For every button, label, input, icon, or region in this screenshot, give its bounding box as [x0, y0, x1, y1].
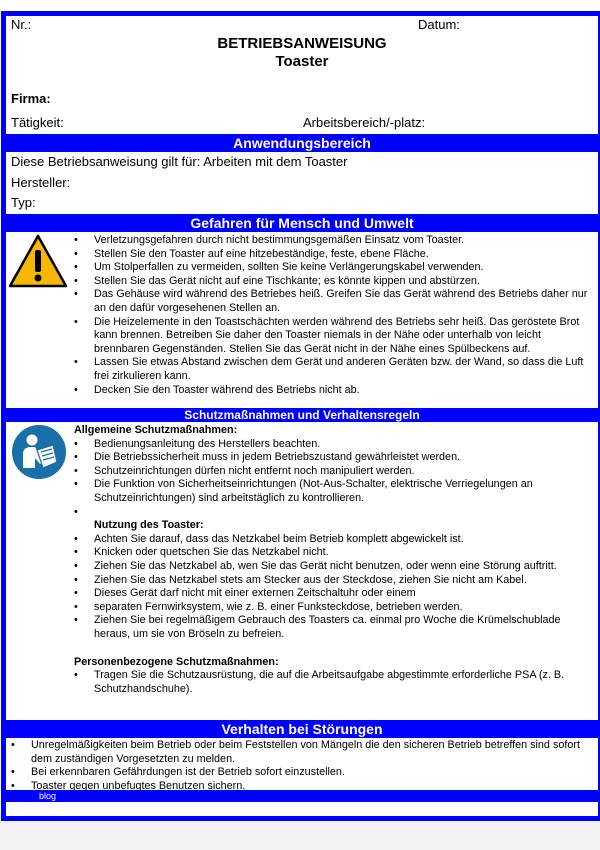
- gefahren-item: • Die Heizelemente in den Toastschächten werden während des Betriebs sehr heiß. Das geröstete Brot kann brennen. Betreiben Sie daher den Toaster niemals in der Nähe oder unterhalb von leicht brennbaren Gegenständen. Stellen Sie das Gerät nicht in der Nähe eines Spülbeckens auf.: [74, 316, 594, 357]
- person-list: [74, 669, 594, 696]
- warning-triangle-icon: [8, 234, 68, 288]
- datum-label: Datum:: [418, 17, 460, 32]
- stoerungen-item: • Unregelmäßigkeiten beim Betrieb oder beim Feststellen von Mängeln die den sicheren Betrieb betreffen sind sofort dem zuständigen Vorgesetzten zu melden.: [11, 739, 594, 766]
- gefahren-item: • Um Stolperfallen zu vermeiden, sollten Sie keine Verlängerungskabel verwenden.: [74, 261, 594, 275]
- gefahren-heading: Gefahren für Mensch und Umwelt: [6, 214, 598, 232]
- allgemein-item: • Schutzeinrichtungen dürfen nicht entfernt noch manipuliert werden.: [74, 465, 594, 479]
- gefahren-item: • Lassen Sie etwas Abstand zwischen dem Gerät und anderen Geräten bzw. der Wand, so dass die Luft frei zirkulieren kann.: [74, 356, 594, 383]
- gefahren-section: [6, 232, 598, 408]
- gefahren-item: • Decken Sie den Toaster während des Betriebs nicht ab.: [74, 384, 594, 398]
- stoerungen-item: • Toaster gegen unbefugtes Benutzen sichern.: [11, 780, 594, 794]
- nutzung-title: Nutzung des Toaster:: [94, 519, 204, 532]
- allgemein-item: • Die Funktion von Sicherheitseinrichtungen (Not-Aus-Schalter, elektrische Verriegelungen an Schutzeinrichtungen) sind arbeitstäglich zu kontrollieren.: [74, 478, 594, 505]
- schutz-section: [6, 422, 598, 720]
- schutz-heading: Schutzmaßnahmen und Verhaltensregeln: [6, 408, 598, 422]
- person-item: • Tragen Sie die Schutzausrüstung, die auf die Arbeitsaufgabe abgestimmte erforderliche PSA (z. B. Schutzhandschuhe).: [74, 669, 594, 696]
- read-manual-icon: [11, 424, 67, 480]
- footer-text: blog: [39, 791, 57, 801]
- document-subtitle: Toaster: [275, 53, 329, 70]
- anwendung-line-typ: Typ:: [11, 195, 36, 210]
- document-title: BETRIEBSANWEISUNG: [217, 35, 387, 52]
- stoerungen-section: [6, 738, 598, 790]
- allgemein-title: Allgemeine Schutzmaßnahmen:: [74, 424, 238, 436]
- gefahren-item: • Stellen Sie das Gerät nicht auf eine Tischkante; es könnte kippen und abstürzen.: [74, 275, 594, 289]
- nutzung-item: • Achten Sie darauf, dass das Netzkabel beim Betrieb komplett abgewickelt ist.: [74, 533, 594, 547]
- person-title: Personenbezogene Schutzmaßnahmen:: [74, 655, 279, 668]
- nr-label: Nr.:: [11, 17, 32, 32]
- anwendung-heading: Anwendungsbereich: [6, 134, 598, 152]
- gefahren-list: [74, 234, 594, 397]
- anwendung-section: [6, 152, 598, 214]
- nutzung-item: • Ziehen Sie das Netzkabel ab, wen Sie das Gerät nicht benutzen, oder wenn eine Störung auftritt.: [74, 560, 594, 574]
- stoerungen-list: [11, 739, 594, 793]
- nutzung-item: • Dieses Gerät darf nicht mit einer externen Zeitschaltuhr oder einem: [74, 587, 594, 601]
- nutzung-item: • Ziehen Sie das Netzkabel stets am Stecker aus der Steckdose, ziehen Sie nicht am Kabel.: [74, 574, 594, 588]
- arbeitsbereich-label: Arbeitsbereich/-platz:: [303, 115, 426, 130]
- stoerungen-item: • Bei erkennbaren Gefährdungen ist der Betrieb sofort einzustellen.: [11, 766, 594, 780]
- nutzung-item: • Knicken oder quetschen Sie das Netzkabel nicht.: [74, 546, 594, 560]
- nutzung-list: [74, 533, 594, 642]
- allgemein-item: • Die Betriebssicherheit muss in jedem Betriebszustand gewährleistet werden.: [74, 451, 594, 465]
- allgemein-item: [74, 506, 594, 520]
- allgemein-list: [74, 438, 594, 520]
- anwendung-line-hersteller: Hersteller:: [11, 175, 71, 190]
- allgemein-item: • Bedienungsanleitung des Herstellers beachten.: [74, 438, 594, 452]
- header-section: [6, 16, 598, 134]
- firma-label: Firma:: [11, 91, 51, 106]
- stoerungen-heading: Verhalten bei Störungen: [6, 720, 598, 738]
- taetigkeit-label: Tätigkeit:: [11, 115, 64, 130]
- document-frame: [1, 11, 600, 821]
- gefahren-item: • Verletzungsgefahren durch nicht bestimmungsgemäßen Einsatz vom Toaster.: [74, 234, 594, 248]
- gefahren-item: • Das Gehäuse wird während des Betriebes heiß. Greifen Sie das Gerät während des Betriebs daher nur an den dafür vorgesehenen Stellen an.: [74, 288, 594, 315]
- gefahren-item: • Stellen Sie den Toaster auf eine hitzebeständige, feste, ebene Fläche.: [74, 248, 594, 262]
- nutzung-item: • Ziehen Sie bei regelmäßigem Gebrauch des Toasters ca. einmal pro Woche die Krümelschublade heraus, um sie von Bröseln zu befreien.: [74, 614, 594, 641]
- anwendung-line-scope: Diese Betriebsanweisung gilt für: Arbeiten mit dem Toaster: [11, 154, 348, 169]
- nutzung-item: • separaten Fernwirksystem, wie z. B. einer Funksteckdose, betrieben werden.: [74, 601, 594, 615]
